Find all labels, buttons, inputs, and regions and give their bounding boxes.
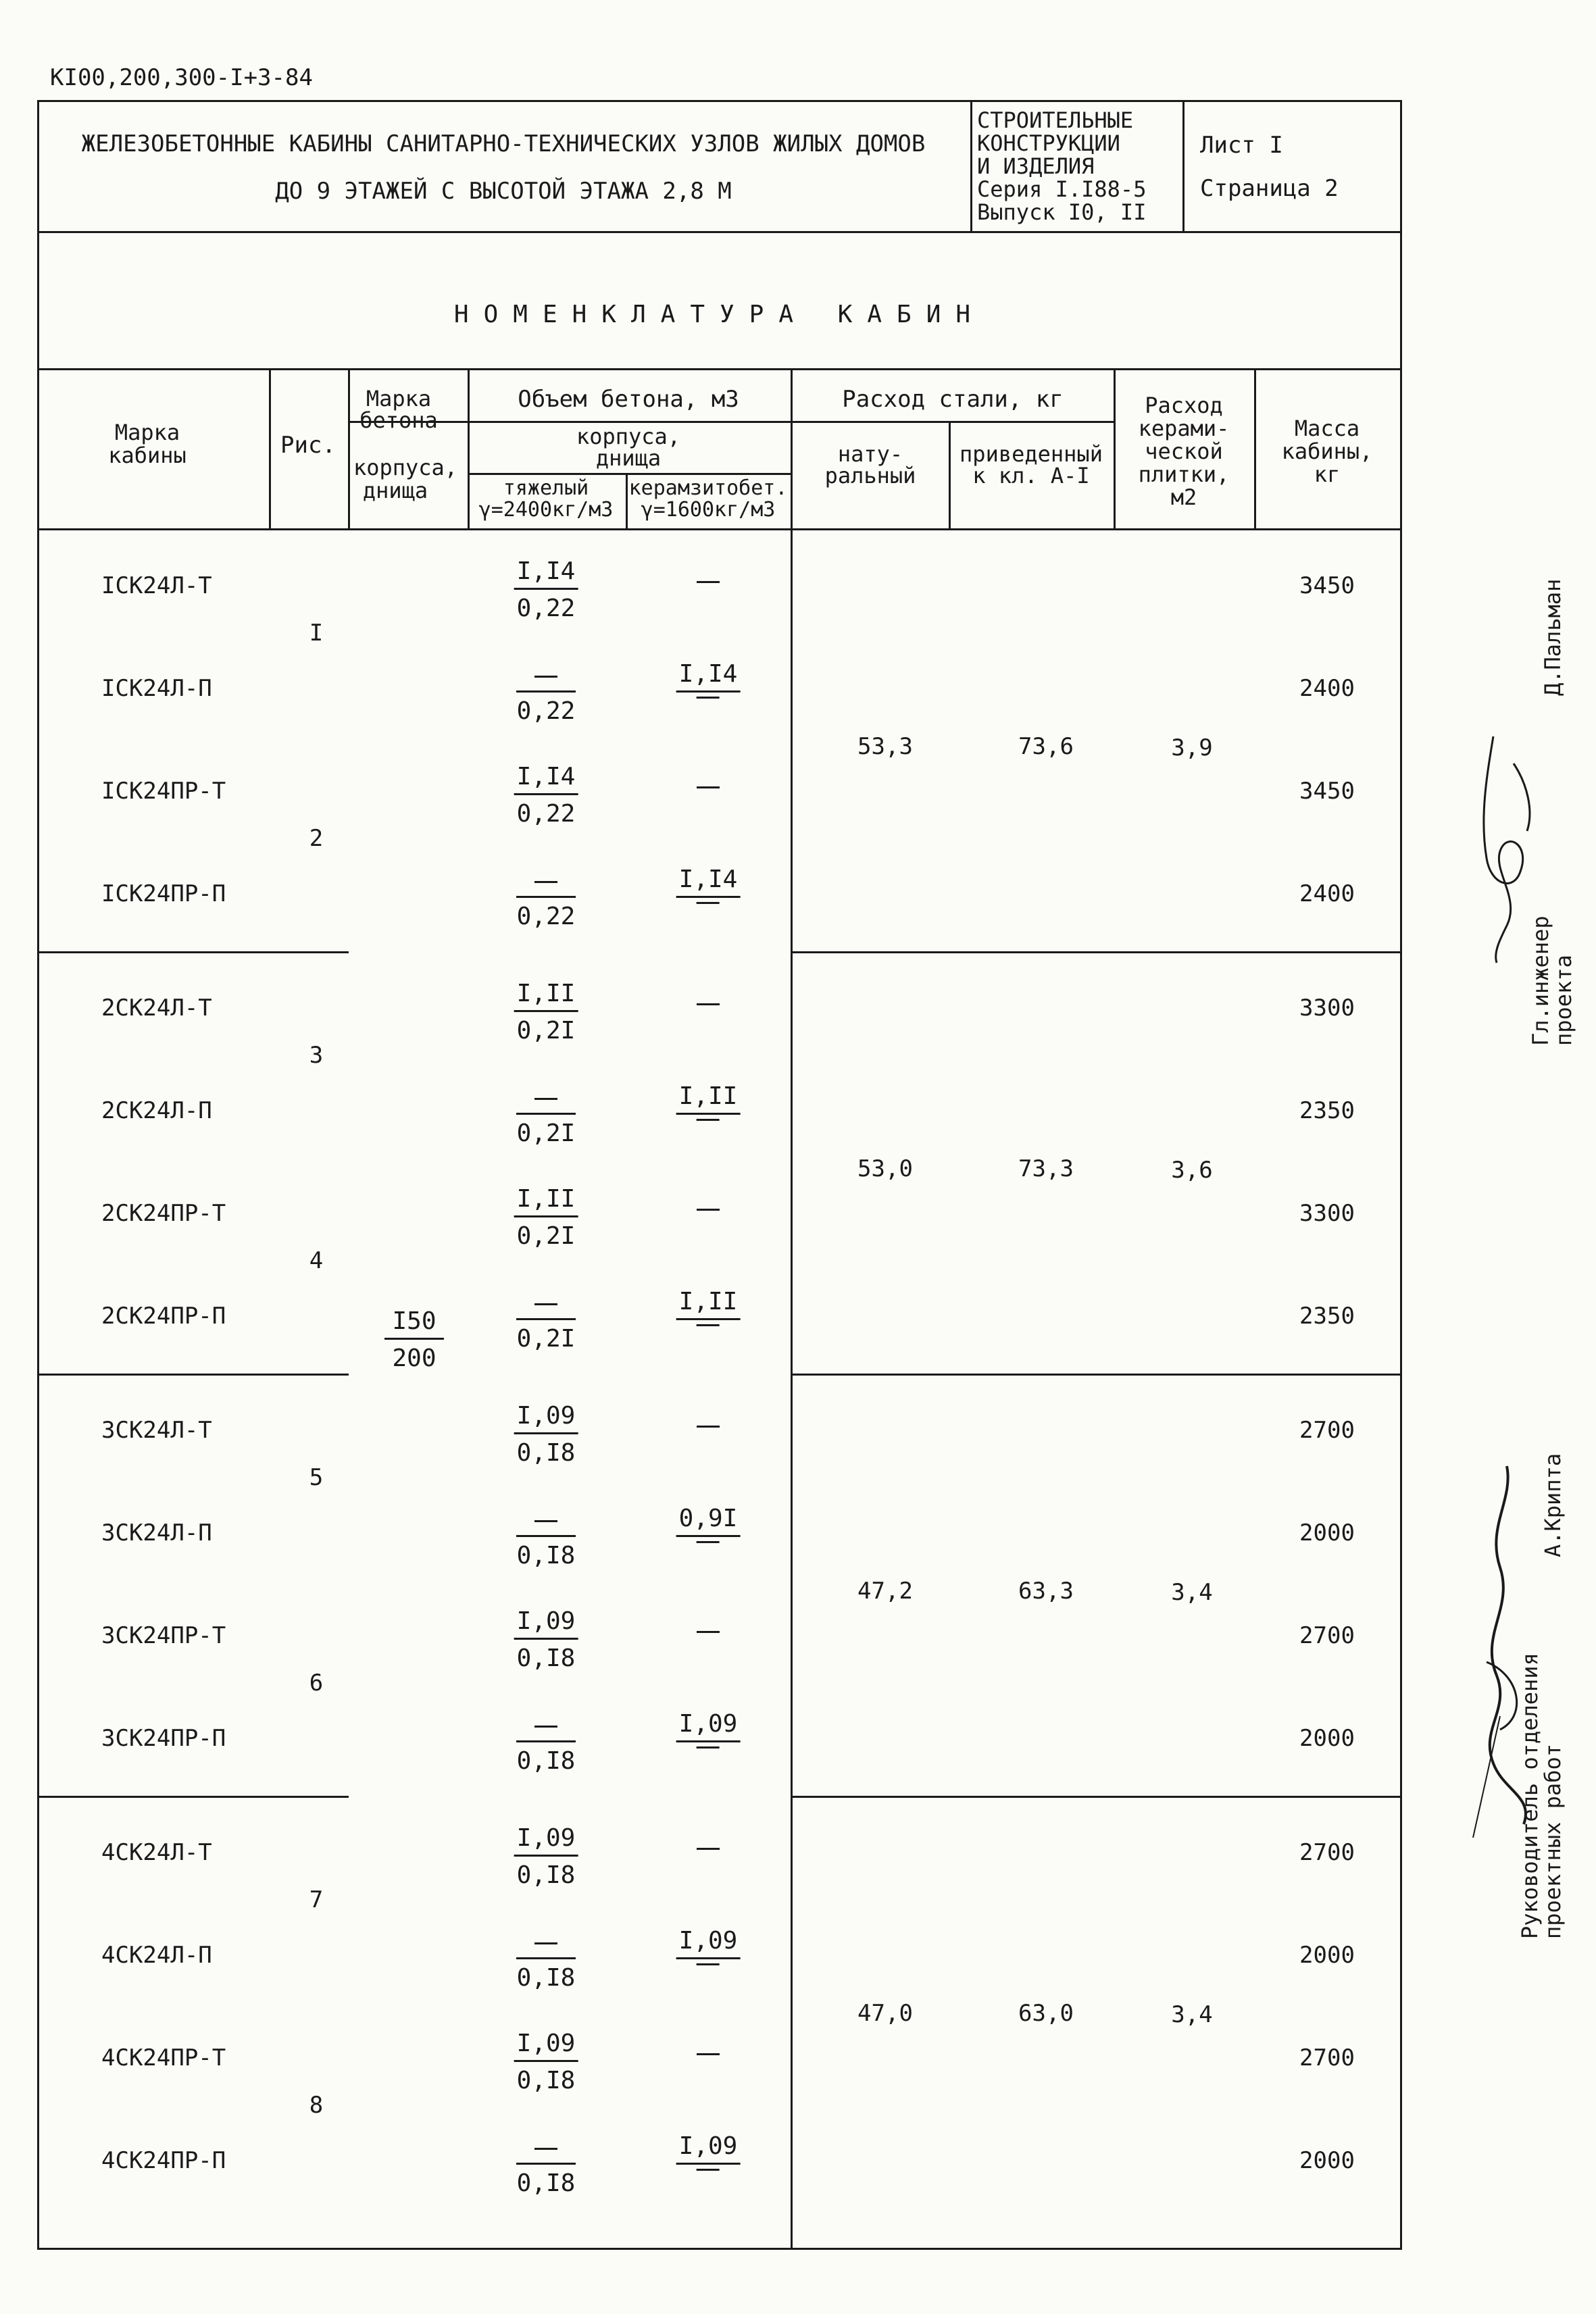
heavy-concrete-bottom: 0,22 bbox=[516, 697, 576, 725]
heavy-concrete-bottom: 0,I8 bbox=[516, 1542, 576, 1569]
heavy-concrete-body: I,II bbox=[514, 982, 578, 1012]
heavy-concrete-body bbox=[516, 867, 576, 898]
heavy-concrete-bottom: 0,I8 bbox=[516, 1964, 576, 1992]
empty-dash bbox=[534, 1726, 557, 1728]
concrete-brand-bottom: 200 bbox=[392, 1344, 437, 1372]
cabin-mark: 2СК24ПР-П bbox=[101, 1303, 226, 1330]
heavy-concrete-bottom: 0,I8 bbox=[516, 2169, 576, 2197]
keramzit-concrete-body: I,09 bbox=[676, 1712, 741, 1742]
heavy-concrete-volume bbox=[516, 1712, 576, 1774]
steel-natural: 53,0 bbox=[857, 1155, 913, 1182]
heavy-concrete-volume bbox=[514, 1609, 578, 1671]
steel-reduced: 73,6 bbox=[1018, 732, 1074, 760]
series-line4: Серия I.I88-5 bbox=[977, 176, 1147, 202]
keramzit-concrete-volume bbox=[676, 867, 741, 929]
series-line2: КОНСТРУКЦИИ bbox=[977, 130, 1120, 156]
steel-natural: 53,3 bbox=[857, 732, 913, 760]
heavy-concrete-volume bbox=[516, 662, 576, 724]
header-tile-l3: ческой bbox=[1145, 438, 1223, 464]
steel-reduced: 63,0 bbox=[1018, 1999, 1074, 2027]
keramzit-concrete-volume bbox=[676, 1084, 741, 1146]
heavy-concrete-volume bbox=[514, 982, 578, 1043]
cabin-mark: IСК24Л-П bbox=[101, 675, 212, 702]
heavy-concrete-volume bbox=[516, 867, 576, 929]
empty-dash bbox=[697, 1119, 720, 1121]
cabin-mass: 2400 bbox=[1299, 675, 1355, 702]
cabin-mark: 2СК24Л-Т bbox=[101, 995, 212, 1022]
header-natural-l1: нату- bbox=[837, 441, 903, 467]
empty-dash bbox=[697, 1848, 720, 1850]
tile-consumption: 3,4 bbox=[1171, 1578, 1213, 1606]
department-head-title-l1: Руководитель отделения bbox=[1517, 1653, 1543, 1939]
cabin-mass: 2000 bbox=[1299, 2147, 1355, 2174]
series-line5: Выпуск I0, II bbox=[977, 199, 1147, 225]
tile-consumption: 3,9 bbox=[1171, 734, 1213, 761]
empty-dash bbox=[697, 786, 720, 788]
steel-reduced: 63,3 bbox=[1018, 1577, 1074, 1605]
cabin-mass: 2000 bbox=[1299, 1519, 1355, 1546]
heavy-concrete-body: I,I4 bbox=[514, 559, 578, 590]
figure-number: 8 bbox=[309, 2092, 324, 2119]
empty-dash bbox=[697, 1541, 720, 1543]
cabin-mass: 2400 bbox=[1299, 880, 1355, 907]
heavy-concrete-body: I,09 bbox=[514, 2032, 578, 2062]
figure-number: 7 bbox=[309, 1886, 324, 1913]
chief-engineer-title-l2: проекта bbox=[1551, 955, 1576, 1046]
heavy-concrete-bottom: 0,2I bbox=[516, 1325, 576, 1353]
heavy-concrete-body: I,09 bbox=[514, 1826, 578, 1857]
chief-engineer-name: Д.Пальман bbox=[1540, 578, 1566, 696]
keramzit-concrete-body: I,I4 bbox=[676, 662, 741, 693]
cabin-mass: 2350 bbox=[1299, 1097, 1355, 1124]
steel-natural: 47,0 bbox=[857, 1999, 913, 2027]
page-label: Страница 2 bbox=[1200, 175, 1339, 202]
header-tile-l5: м2 bbox=[1170, 484, 1197, 510]
department-head-title-l2: проектных работ bbox=[1540, 1744, 1566, 1939]
header-mass-l1: Масса bbox=[1294, 416, 1360, 441]
header-keram-l2: γ=1600кг/м3 bbox=[641, 498, 776, 522]
concrete-brand bbox=[384, 1309, 444, 1371]
heavy-concrete-bottom: 0,2I bbox=[516, 1120, 576, 1147]
heavy-concrete-body bbox=[516, 1929, 576, 1959]
heavy-concrete-bottom: 0,I8 bbox=[516, 1747, 576, 1775]
header-brand-l2: бетона bbox=[359, 407, 438, 433]
cabin-mark: 4СК24ПР-П bbox=[101, 2147, 226, 2174]
heavy-concrete-body bbox=[516, 2134, 576, 2165]
heavy-concrete-body bbox=[516, 1084, 576, 1115]
keramzit-concrete-bottom bbox=[676, 1742, 741, 1774]
empty-dash bbox=[697, 581, 720, 583]
cabin-mark: 3СК24Л-П bbox=[101, 1519, 212, 1546]
keramzit-concrete-bottom bbox=[676, 693, 741, 724]
empty-dash bbox=[697, 1963, 720, 1965]
heavy-concrete-volume bbox=[516, 1507, 576, 1568]
header-brand-l1: Марка bbox=[366, 386, 432, 411]
cabin-mass: 3450 bbox=[1299, 778, 1355, 805]
cabin-mark: 4СК24ПР-Т bbox=[101, 2044, 226, 2071]
heavy-concrete-bottom: 0,I8 bbox=[516, 2067, 576, 2094]
heavy-concrete-body bbox=[516, 1290, 576, 1320]
empty-dash bbox=[534, 1520, 557, 1522]
heavy-concrete-bottom: 0,2I bbox=[516, 1017, 576, 1045]
cabin-mass: 2000 bbox=[1299, 1725, 1355, 1752]
empty-dash bbox=[534, 2148, 557, 2150]
empty-dash bbox=[697, 1324, 720, 1326]
heavy-concrete-volume bbox=[514, 2032, 578, 2093]
table-title: НОМЕНКЛАТУРА КАБИН bbox=[453, 301, 986, 328]
heavy-concrete-bottom: 0,I8 bbox=[516, 1439, 576, 1467]
keramzit-concrete-bottom bbox=[676, 898, 741, 929]
cabin-mass: 2700 bbox=[1299, 1839, 1355, 1866]
cabin-mark: 3СК24Л-Т bbox=[101, 1417, 212, 1444]
heavy-concrete-volume bbox=[514, 765, 578, 826]
empty-dash bbox=[697, 1426, 720, 1428]
header-heavy-l1: тяжелый bbox=[503, 476, 589, 500]
header-concrete-sub-l2: днища bbox=[595, 445, 662, 471]
heavy-concrete-bottom: 0,I8 bbox=[516, 1861, 576, 1889]
heavy-concrete-body: I,I4 bbox=[514, 765, 578, 795]
chief-engineer-signature bbox=[1466, 723, 1547, 966]
heavy-concrete-body: I,II bbox=[514, 1187, 578, 1217]
keramzit-concrete-bottom bbox=[676, 1959, 741, 1990]
keramzit-concrete-body: I,09 bbox=[676, 1929, 741, 1959]
empty-dash bbox=[534, 1098, 557, 1100]
heavy-concrete-body bbox=[516, 1712, 576, 1742]
heavy-concrete-volume bbox=[516, 1929, 576, 1990]
cabin-mass: 2350 bbox=[1299, 1303, 1355, 1330]
header-fig: Рис. bbox=[280, 432, 336, 459]
heavy-concrete-bottom: 0,22 bbox=[516, 800, 576, 828]
heavy-concrete-body: I,09 bbox=[514, 1609, 578, 1640]
empty-dash bbox=[697, 2053, 720, 2055]
cabin-mass: 2700 bbox=[1299, 1417, 1355, 1444]
empty-dash bbox=[534, 676, 557, 678]
cabin-mass: 3300 bbox=[1299, 995, 1355, 1022]
keramzit-concrete-bottom bbox=[676, 2165, 741, 2196]
heavy-concrete-bottom: 0,22 bbox=[516, 595, 576, 622]
cabin-mark: 4СК24Л-Т bbox=[101, 1839, 212, 1866]
heavy-concrete-body bbox=[516, 662, 576, 693]
empty-dash bbox=[697, 1746, 720, 1749]
empty-dash bbox=[697, 1003, 720, 1005]
document-code: КI00,200,300-I+3-84 bbox=[50, 64, 313, 91]
tile-consumption: 3,4 bbox=[1171, 2001, 1213, 2028]
document-title-line1: ЖЕЛЕЗОБЕТОННЫЕ КАБИНЫ САНИТАРНО-ТЕХНИЧЕСКИХ УЗЛОВ ЖИЛЫХ ДОМОВ bbox=[81, 130, 926, 157]
figure-number: I bbox=[309, 620, 324, 647]
keramzit-concrete-bottom bbox=[676, 1537, 741, 1568]
header-mark-l1: Марка bbox=[114, 420, 180, 445]
header-mark-l2: кабины bbox=[108, 443, 186, 468]
keramzit-concrete-volume bbox=[676, 662, 741, 724]
cabin-mark: 2СК24ПР-Т bbox=[101, 1200, 226, 1227]
department-head-name: А.Крипта bbox=[1540, 1453, 1566, 1557]
cabin-mass: 2000 bbox=[1299, 1942, 1355, 1969]
keramzit-concrete-body: I,II bbox=[676, 1290, 741, 1320]
header-mass-l2: кабины, bbox=[1281, 438, 1373, 464]
concrete-brand-top: I50 bbox=[384, 1309, 444, 1340]
figure-number: 6 bbox=[309, 1669, 324, 1696]
cabin-mark: 3СК24ПР-Т bbox=[101, 1622, 226, 1649]
header-concrete: Объем бетона, м3 bbox=[518, 386, 739, 413]
cabin-mark: IСК24Л-Т bbox=[101, 572, 212, 599]
cabin-mark: 2СК24Л-П bbox=[101, 1097, 212, 1124]
header-reduced-l2: к кл. А-I bbox=[972, 463, 1090, 488]
tile-consumption: 3,6 bbox=[1171, 1156, 1213, 1184]
cabin-mass: 3300 bbox=[1299, 1200, 1355, 1227]
cabin-mark: IСК24ПР-Т bbox=[101, 778, 226, 805]
keramzit-concrete-bottom bbox=[676, 1320, 741, 1351]
keramzit-concrete-volume bbox=[676, 1712, 741, 1774]
heavy-concrete-volume bbox=[514, 1187, 578, 1249]
series-line1: СТРОИТЕЛЬНЫЕ bbox=[977, 107, 1134, 133]
header-reduced-l1: приведенный bbox=[959, 441, 1103, 467]
heavy-concrete-bottom: 0,2I bbox=[516, 1222, 576, 1250]
heavy-concrete-volume bbox=[514, 1826, 578, 1888]
heavy-concrete-body bbox=[516, 1507, 576, 1537]
heavy-concrete-volume bbox=[516, 1084, 576, 1146]
heavy-concrete-volume bbox=[514, 1404, 578, 1465]
heavy-concrete-volume bbox=[514, 559, 578, 621]
header-brand-sub-l1: корпуса, bbox=[353, 455, 458, 480]
header-natural-l2: ральный bbox=[824, 463, 916, 488]
cabin-mass: 3450 bbox=[1299, 572, 1355, 599]
empty-dash bbox=[697, 902, 720, 904]
cabin-mass: 2700 bbox=[1299, 2044, 1355, 2071]
header-brand-sub-l2: днища bbox=[362, 478, 428, 503]
keramzit-concrete-volume bbox=[676, 1290, 741, 1351]
keramzit-concrete-body: I,I4 bbox=[676, 867, 741, 898]
header-steel: Расход стали, кг bbox=[842, 386, 1064, 413]
empty-dash bbox=[534, 1942, 557, 1944]
keramzit-concrete-body: I,09 bbox=[676, 2134, 741, 2165]
chief-engineer-title-l1: Гл.инженер bbox=[1528, 915, 1553, 1046]
cabin-mass: 2700 bbox=[1299, 1622, 1355, 1649]
header-tile-l4: плитки, bbox=[1138, 461, 1230, 487]
cabin-mark: 3СК24ПР-П bbox=[101, 1725, 226, 1752]
department-head-signature bbox=[1460, 1459, 1561, 1838]
keramzit-concrete-volume bbox=[676, 2134, 741, 2196]
keramzit-concrete-volume bbox=[676, 1507, 741, 1568]
heavy-concrete-bottom: 0,22 bbox=[516, 903, 576, 930]
empty-dash bbox=[534, 1303, 557, 1305]
series-line3: И ИЗДЕЛИЯ bbox=[977, 153, 1095, 179]
heavy-concrete-volume bbox=[516, 2134, 576, 2196]
keramzit-concrete-bottom bbox=[676, 1115, 741, 1146]
empty-dash bbox=[697, 1209, 720, 1211]
empty-dash bbox=[697, 2169, 720, 2171]
header-heavy-l2: γ=2400кг/м3 bbox=[478, 498, 614, 522]
steel-natural: 47,2 bbox=[857, 1577, 913, 1605]
header-tile-l1: Расход bbox=[1145, 393, 1223, 418]
cabin-mark: 4СК24Л-П bbox=[101, 1942, 212, 1969]
sheet-label: Лист I bbox=[1200, 132, 1283, 159]
heavy-concrete-bottom: 0,I8 bbox=[516, 1644, 576, 1672]
cabin-mark: IСК24ПР-П bbox=[101, 880, 226, 907]
empty-dash bbox=[534, 881, 557, 883]
heavy-concrete-body: I,09 bbox=[514, 1404, 578, 1434]
header-mass-l3: кг bbox=[1314, 461, 1341, 487]
figure-number: 2 bbox=[309, 825, 324, 852]
heavy-concrete-volume bbox=[516, 1290, 576, 1351]
header-keram-l1: керамзитобет. bbox=[628, 476, 788, 500]
figure-number: 4 bbox=[309, 1247, 324, 1274]
header-concrete-sub-l1: корпуса, bbox=[576, 424, 681, 449]
figure-number: 5 bbox=[309, 1464, 324, 1491]
empty-dash bbox=[697, 697, 720, 699]
figure-number: 3 bbox=[309, 1042, 324, 1069]
keramzit-concrete-body: 0,9I bbox=[676, 1507, 741, 1537]
empty-dash bbox=[697, 1631, 720, 1633]
header-tile-l2: керами- bbox=[1138, 416, 1230, 441]
keramzit-concrete-volume bbox=[676, 1929, 741, 1990]
keramzit-concrete-body: I,II bbox=[676, 1084, 741, 1115]
steel-reduced: 73,3 bbox=[1018, 1155, 1074, 1182]
document-title-line2: ДО 9 ЭТАЖЕЙ С ВЫСОТОЙ ЭТАЖА 2,8 М bbox=[275, 178, 732, 205]
